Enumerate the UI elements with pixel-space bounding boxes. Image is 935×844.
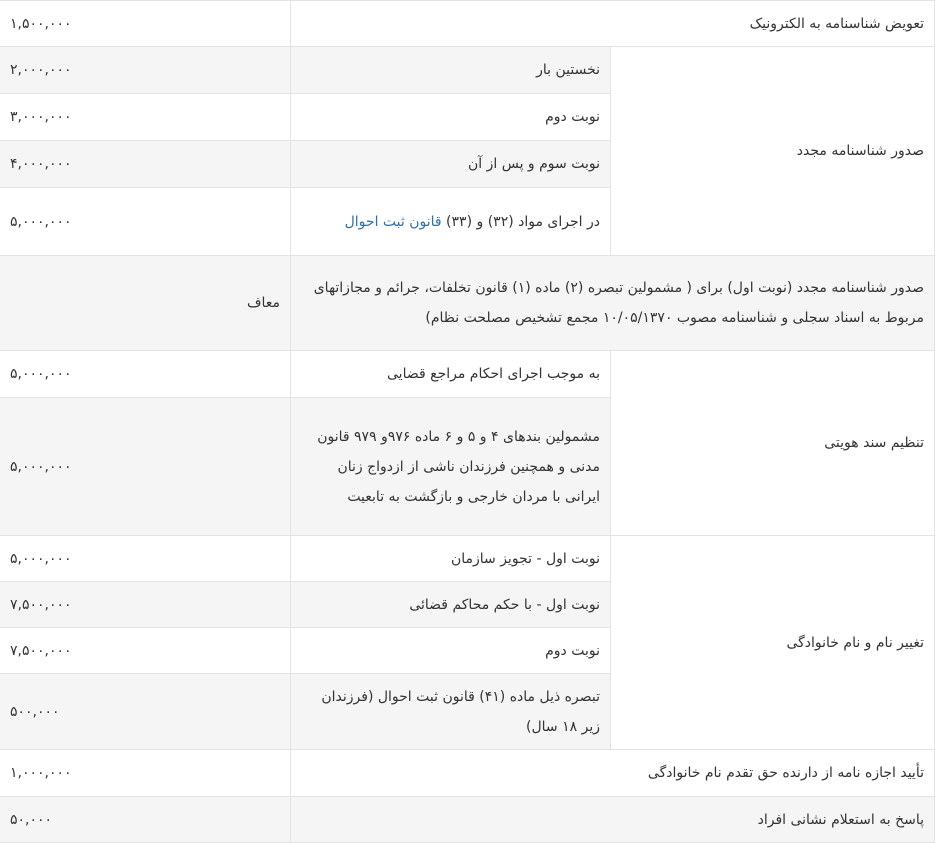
fee-value: ۷,۵۰۰,۰۰۰	[0, 628, 290, 674]
table-row	[0, 797, 935, 843]
fee-value: ۵,۰۰۰,۰۰۰	[0, 536, 290, 582]
service-sub-label	[290, 188, 610, 256]
fee-value: ۴,۰۰۰,۰۰۰	[0, 141, 290, 188]
fee-value: ۵,۰۰۰,۰۰۰	[0, 188, 290, 256]
fee-value: ۳,۰۰۰,۰۰۰	[0, 94, 290, 141]
service-sub-label: مشمولین بندهای ۴ و ۵ و ۶ ماده ۹۷۶و ۹۷۹ قانون مدنی و همچنین فرزندان ناشی از ازدواج زنان ایرانی با مردان خارجی و بازگشت به تابعیت	[290, 398, 610, 536]
service-sub-label: نخستین بار	[290, 47, 610, 94]
fee-value: ۱,۵۰۰,۰۰۰	[0, 1, 290, 47]
fee-value: ۵,۰۰۰,۰۰۰	[0, 351, 290, 398]
fee-value: ۵,۰۰۰,۰۰۰	[0, 398, 290, 536]
fee-value: ۵۰۰,۰۰۰	[0, 674, 290, 750]
fee-value: ۱,۰۰۰,۰۰۰	[0, 750, 290, 797]
table-row	[0, 47, 935, 94]
service-sub-label: نوبت اول - با حکم محاکم قضائی	[290, 582, 610, 628]
table-row	[0, 750, 935, 797]
service-label: تأیید اجازه نامه از دارنده حق تقدم نام خانوادگی	[290, 750, 934, 797]
table-row	[0, 351, 935, 398]
service-group-label: تنظیم سند هویتی	[611, 351, 935, 536]
service-label: تعویض شناسنامه به الکترونیک	[290, 1, 934, 47]
table-row	[0, 256, 935, 351]
service-sub-label: تبصره ذیل ماده (۴۱) قانون ثبت احوال (فرزندان زیر ۱۸ سال)	[290, 674, 610, 750]
table-row	[0, 1, 935, 47]
service-label: صدور شناسنامه مجدد (نوبت اول) برای ( مشمولین تبصره (۲) ماده (۱) قانون تخلفات، جرائم و مجازاتهای مربوط به اسناد سجلی و شناسنامه مصوب ۱۰/۰۵/۱۳۷۰ مجمع تشخیص مصلحت نظام)	[290, 256, 934, 351]
fee-value: ۷,۵۰۰,۰۰۰	[0, 582, 290, 628]
service-group-label: صدور شناسنامه مجدد	[611, 47, 935, 256]
table-row	[0, 536, 935, 582]
sub-label-text: در اجرای مواد (۳۲) و (۳۳)	[441, 213, 600, 230]
service-label: پاسخ به استعلام نشانی افراد	[290, 797, 934, 843]
service-sub-label: نوبت اول - تجویز سازمان	[290, 536, 610, 582]
service-sub-label: نوبت دوم	[290, 628, 610, 674]
fee-value: ۲,۰۰۰,۰۰۰	[0, 47, 290, 94]
service-sub-label: نوبت دوم	[290, 94, 610, 141]
fee-value: معاف	[0, 256, 290, 351]
service-sub-label: به موجب اجرای احکام مراجع قضایی	[290, 351, 610, 398]
fee-value: ۵۰,۰۰۰	[0, 797, 290, 843]
service-group-label: تغییر نام و نام خانوادگی	[611, 536, 935, 750]
service-sub-label: نوبت سوم و پس از آن	[290, 141, 610, 188]
law-link[interactable]: قانون ثبت احوال	[344, 213, 442, 230]
